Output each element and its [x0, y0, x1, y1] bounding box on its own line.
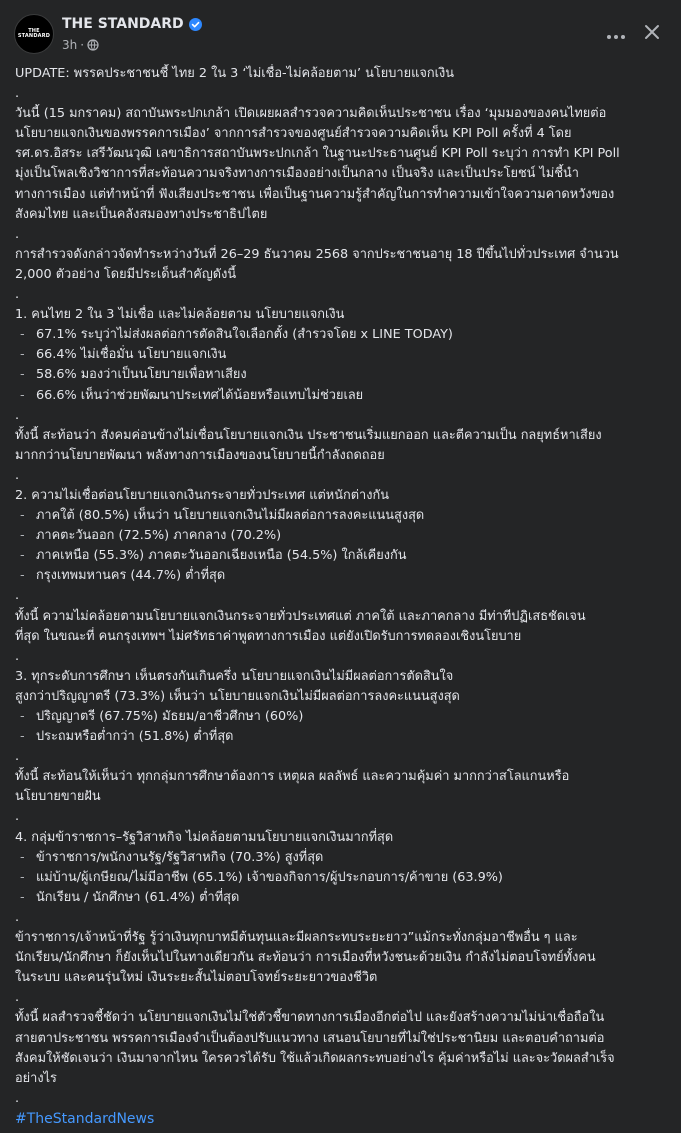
bullet-dash: - [20, 729, 25, 745]
post-text-line: ที่สุด ในขณะที่ คนกรุงเทพฯ ไม่ศรัทธาค่าพูดทางการเมือง แต่ยังเปิดรับการทดลองเชิงนโยบาย [15, 628, 522, 644]
post-text-line: . [15, 749, 20, 765]
bullet-dash: - [20, 367, 25, 383]
post-text-line: สังคมไทย และเป็นคลังสมองทางประชาธิปไตย [15, 206, 268, 222]
post-bullet-item [15, 526, 671, 546]
bullet-text: ปริญญาตรี (67.75%) มัธยม/อาชีวศึกษา (60%) [36, 709, 304, 724]
bullet-text: ภาคตะวันออก (72.5%) ภาคกลาง (70.2%) [36, 528, 282, 544]
bullet-dash: - [20, 548, 25, 564]
post-text-line: 4. กลุ่มข้าราชการ–รัฐวิสาหกิจ ไม่คล้อยตามนโยบายแจกเงินมากที่สุด [15, 829, 394, 845]
post-text-line: UPDATE: พรรคประชาชนชี้ ไทย 2 ใน 3 ‘ไม่เชื่อ-ไม่คล้อยตาม’ นโยบายแจกเงิน [15, 66, 454, 81]
post-text-line: ทางการเมือง แต่ทำหน้าที่ ฟังเสียงประชาชน เพื่อเป็นฐานความรู้สำคัญในการทำความเข้าใจความคาดหวังของ [15, 186, 615, 202]
post-header [0, 0, 681, 64]
meta-separator: · [80, 38, 85, 52]
post-text-line: การสำรวจดังกล่าวจัดทำระหว่างวันที่ 26–29 ธันวาคม 2568 จากประชาชนอายุ 18 ปีขึ้นไปทั่วประเทศ จำนวน [15, 246, 619, 262]
post-text-line: 1. คนไทย 2 ใน 3 ไม่เชื่อ และไม่คล้อยตาม นโยบายแจกเงิน [15, 307, 345, 323]
bullet-text: ภาคเหนือ (55.3%) ภาคตะวันออกเฉียงเหนือ (54.5%) ใกล้เคียงกัน [36, 548, 407, 564]
post-text-line: . [15, 909, 20, 925]
post-bullet-item [15, 325, 671, 345]
hashtag-link[interactable]: #TheStandardNews [15, 1110, 155, 1127]
bullet-dash: - [20, 568, 25, 584]
post-bullet-item [15, 566, 671, 586]
bullet-text: ภาคใต้ (80.5%) เห็นว่า นโยบายแจกเงินไม่มีผลต่อการลงคะแนนสูงสุด [36, 508, 425, 524]
post-text-line: นโยบายขายฝัน [15, 789, 101, 805]
globe-icon[interactable] [87, 39, 99, 51]
post-bullet-item [15, 727, 671, 747]
post-body [15, 64, 671, 1129]
post-text-line: สูงกว่าปริญญาตรี (73.3%) เห็นว่า นโยบายแจกเงินไม่มีผลต่อการลงคะแนนสูงสุด [15, 688, 460, 704]
post-hashtag-line [15, 1109, 671, 1129]
post-text-line: . [15, 809, 20, 825]
bullet-dash: - [20, 508, 25, 524]
bullet-dash: - [20, 709, 25, 724]
post-text-line: นโยบายแจกเงินของพรรคการเมือง’ จากการสำรวจของศูนย์สำรวจความคิดเห็น KPI Poll ครั้งที่ 4 โดย [15, 126, 572, 142]
post-text-line: . [15, 86, 20, 102]
bullet-text: 67.1% ระบุว่าไม่ส่งผลต่อการตัดสินใจเลือกตั้ง (สำรวจโดย x LINE TODAY) [36, 327, 453, 343]
bullet-text: แม่บ้าน/ผู้เกษียณ/ไม่มีอาชีพ (65.1%) เจ้าของกิจการ/ผู้ประกอบการ/ค้าขาย (63.9%) [36, 869, 503, 885]
post-text-line: ทั้งนี้ สะท้อนให้เห็นว่า ทุกกลุ่มการศึกษาต้องการ เหตุผล ผลลัพธ์ และความคุ้มค่า มากกว่าสโลแกนหรือ [15, 769, 570, 785]
post-text-line: สังคมให้ชัดเจนว่า เงินมาจากไหน ใครควรได้รับ ใช้แล้วเกิดผลกระทบอย่างไร คุ้มค่าหรือไม่ และจะวัดผลสำเร็จ [15, 1050, 615, 1066]
post-text-line: 2,000 ตัวอย่าง โดยมีประเด็นสำคัญดังนี้ [15, 266, 237, 282]
close-button[interactable] [636, 18, 668, 50]
more-options-button[interactable] [596, 20, 636, 48]
bullet-text: นักเรียน / นักศึกษา (61.4%) ต่ำที่สุด [36, 889, 240, 905]
post-text-line: . [15, 588, 20, 604]
bullet-dash: - [20, 889, 25, 905]
post-text-line: . [15, 648, 20, 664]
post-text-line: ทั้งนี้ ผลสำรวจชี้ชัดว่า นโยบายแจกเงินไม่ใช่ตัวชี้ขาดทางการเมืองอีกต่อไป และยังสร้างความไม่น่าเชื่อถือใน [15, 1010, 605, 1026]
avatar-logo-line: THE [28, 28, 40, 34]
bullet-text: ประถมหรือต่ำกว่า (51.8%) ต่ำที่สุด [36, 729, 234, 745]
avatar-logo-line: STANDARD [17, 33, 51, 39]
more-options-icon [606, 25, 626, 44]
verified-badge-icon [189, 18, 202, 31]
post-text-line: อย่างไร [15, 1070, 57, 1086]
post-text-line: . [15, 287, 20, 303]
post-bullet-item [15, 365, 671, 385]
post-text-line: 3. ทุกระดับการศึกษา เห็นตรงกันเกินครึ่ง นโยบายแจกเงินไม่มีผลต่อการตัดสินใจ [15, 668, 454, 684]
post-text-line: ในระบบ และคนรุ่นใหม่ เงินระยะสั้นไม่ตอบโจทย์ระยะยาวของชีวิต [15, 970, 378, 986]
bullet-text: กรุงเทพมหานคร (44.7%) ต่ำที่สุด [36, 568, 226, 584]
post-text-line: . [15, 467, 20, 483]
post-bullet-item [15, 868, 671, 888]
post-text-line: รศ.ดร.อิสระ เสรีวัฒนวุฒิ เลขาธิการสถาบันพระปกเกล้า ในฐานะประธานศูนย์ KPI Poll ระบุว่า การทำ KPI Poll [15, 146, 620, 162]
bullet-text: 58.6% มองว่าเป็นนโยบายเพื่อหาเสียง [36, 367, 247, 383]
post-text-line: ทั้งนี้ ความไม่คล้อยตามนโยบายแจกเงินกระจายทั่วประเทศแต่ ภาคใต้ และภาคกลาง มีท่าทีปฏิเสธชัดเจน [15, 608, 586, 624]
bullet-dash: - [20, 849, 25, 865]
page-name-link[interactable] [62, 16, 202, 32]
post-text-line: มากกว่านโยบายพัฒนา พลังทางการเมืองของนโยบายนี้กำลังถดถอย [15, 447, 385, 463]
bullet-text: ข้าราชการ/พนักงานรัฐ/รัฐวิสาหกิจ (70.3%) สูงที่สุด [36, 849, 324, 865]
bullet-dash: - [20, 347, 25, 363]
bullet-dash: - [20, 327, 25, 343]
post-text-line: . [15, 1090, 20, 1106]
post-text-line: 2. ความไม่เชื่อต่อนโยบายแจกเงินกระจายทั่วประเทศ แต่หนักต่างกัน [15, 487, 389, 503]
post-text-line: นักเรียน/นักศึกษา ก็ยังเห็นไปในทางเดียวกัน สะท้อนว่า การเมืองที่หวังชนะด้วยเงิน กำลังไม่ตอบโจทย์ทั้งคน [15, 950, 596, 966]
page-avatar[interactable] [14, 14, 54, 54]
post-bullet-item [15, 848, 671, 868]
bullet-dash: - [20, 869, 25, 885]
post-text-line: วันนี้ (15 มกราคม) สถาบันพระปกเกล้า เปิดเผยผลสำรวจความคิดเห็นประชาชน เรื่อง ‘มุมมองของคนไทยต่อ [15, 106, 607, 122]
post-bullet-item [15, 386, 671, 406]
page-name[interactable]: THE STANDARD [62, 16, 184, 32]
close-icon [644, 24, 660, 44]
bullet-text: 66.4% ไม่เชื่อมั่น นโยบายแจกเงิน [36, 347, 227, 363]
post-bullet-item [15, 506, 671, 526]
post-bullet-item [15, 546, 671, 566]
post-bullet-item [15, 707, 671, 727]
post-meta [62, 38, 99, 52]
bullet-dash: - [20, 387, 25, 403]
post-text-line: สายตาประชาชน พรรคการเมืองจำเป็นต้องปรับแนวทาง เสนอนโยบายที่ไม่ใช่ประชานิยม และตอบคำถามต่อ [15, 1030, 605, 1046]
post-bullet-item [15, 345, 671, 365]
post-text-line: . [15, 407, 20, 423]
post-text-line: ข้าราชการ/เจ้าหน้าที่รัฐ รู้ว่าเงินทุกบาทมีต้นทุนและมีผลกระทบระยะยาว”แม้กระทั่งกลุ่มอาชีพอื่น ๆ และ [15, 930, 578, 946]
post-bullet-item [15, 888, 671, 908]
bullet-text: 66.6% เห็นว่าช่วยพัฒนาประเทศได้น้อยหรือแทบไม่ช่วยเลย [36, 387, 364, 403]
post-text-line: . [15, 990, 20, 1006]
post-timestamp[interactable]: 3h [62, 38, 78, 52]
post-text-line: ทั้งนี้ สะท้อนว่า สังคมค่อนข้างไม่เชื่อนโยบายแจกเงิน ประชาชนเริ่มแยกออก และตีความเป็น กลยุทธ์หาเสียง [15, 427, 602, 443]
bullet-dash: - [20, 528, 25, 544]
post-text-line: มุ่งเป็นโพลเชิงวิชาการที่สะท้อนความจริงทางการเมืองอย่างเป็นกลาง เป็นจริง และเป็นประโยชน์ ไม่ชี้นำ [15, 166, 579, 182]
post-text-line: . [15, 226, 20, 242]
